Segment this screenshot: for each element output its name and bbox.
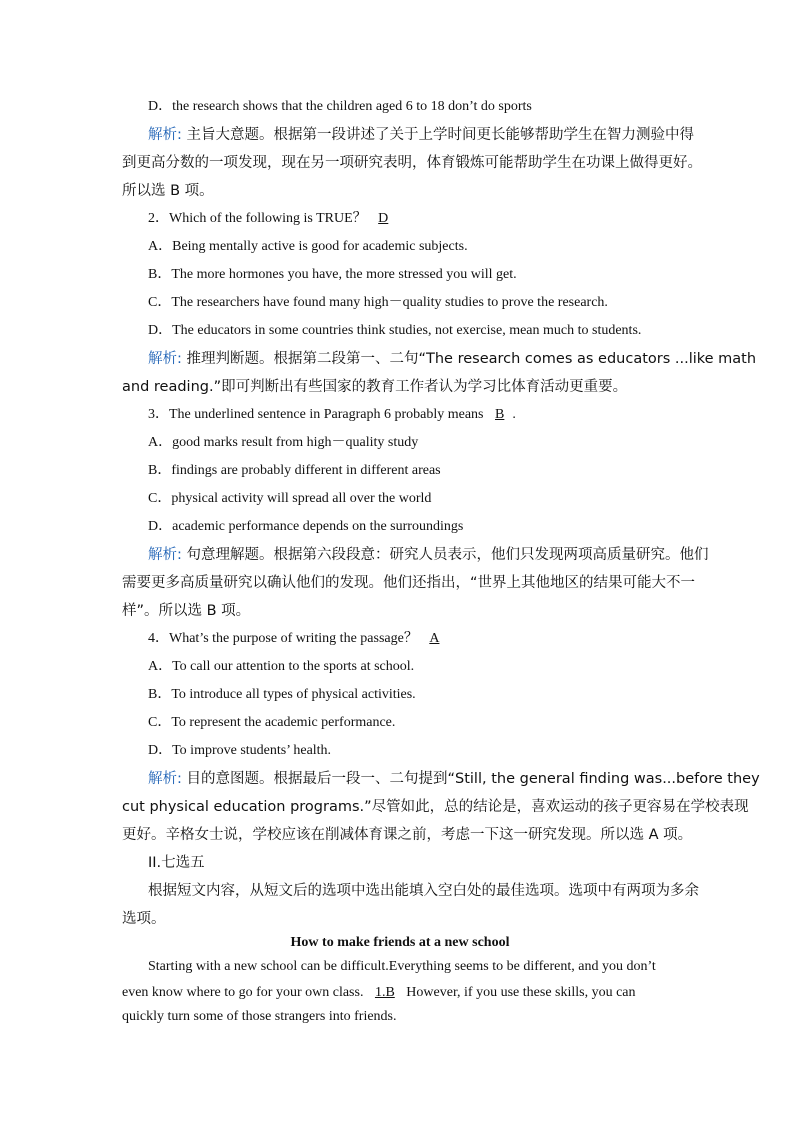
- section-heading: II.七选五: [148, 855, 205, 871]
- q4-option-a: A．To call our attention to the sports at school.: [148, 659, 415, 674]
- q1-analysis: 解析: 主旨大意题。根据第一段讲述了关于上学时间更长能够帮助学生在智力测验中得: [148, 127, 694, 143]
- q4-analysis: 解析: 目的意图题。根据最后一段一、二句提到“Still, the general finding was...before they: [148, 771, 760, 787]
- blank-1-answer: 1.B: [374, 985, 395, 1000]
- q3-option-d: D．academic performance depends on the surroundings: [148, 519, 464, 534]
- analysis-label: 解析:: [148, 351, 182, 367]
- q3-option-a: A．good marks result from high－quality study: [148, 435, 419, 450]
- q2-option-b: B．The more hormones you have, the more stressed you will get.: [148, 267, 517, 282]
- q4-answer: A: [429, 631, 440, 646]
- q4-stem: 4．What’s the purpose of writing the passage？ A: [148, 629, 447, 649]
- q2-stem: 2．Which of the following is TRUE？ D: [148, 209, 396, 229]
- q1-analysis-line-3: 所以选 B 项。: [122, 183, 214, 199]
- section-instruction: 根据短文内容，从短文后的选项中选出能填入空白处的最佳选项。选项中有两项为多余: [148, 883, 699, 899]
- q2-option-a: A．Being mentally active is good for academic subjects.: [148, 239, 468, 254]
- q3-option-b: B．findings are probably different in different areas: [148, 463, 441, 478]
- q1-option-d: D．the research shows that the children aged 6 to 18 don’t do sports: [148, 99, 532, 114]
- q2-option-d: D．The educators in some countries think studies, not exercise, mean much to students.: [148, 323, 642, 338]
- q4-option-b: B．To introduce all types of physical activities.: [148, 687, 416, 702]
- q2-analysis-line-2: and reading.”即可判断出有些国家的教育工作者认为学习比体育活动更重要。: [122, 379, 628, 395]
- analysis-label: 解析:: [148, 547, 182, 563]
- q3-stem: 3．The underlined sentence in Paragraph 6 probably means B .: [148, 407, 516, 422]
- q4-analysis-line-2: cut physical education programs.”尽管如此，总的结论是，喜欢运动的孩子更容易在学校表现: [122, 799, 749, 815]
- passage-line-2: even know where to go for your own class. 1.B However, if you use these skills, you can: [122, 985, 636, 1000]
- q1-analysis-line-2: 到更高分数的一项发现，现在另一项研究表明，体育锻炼可能帮助学生在功课上做得更好。: [122, 155, 702, 171]
- q3-answer: B: [495, 407, 505, 422]
- q3-analysis-line-3: 样”。所以选 B 项。: [122, 603, 251, 619]
- q2-analysis: 解析: 推理判断题。根据第二段第一、二句“The research comes as educators ...like math: [148, 351, 757, 367]
- analysis-label: 解析:: [148, 771, 182, 787]
- q4-option-d: D．To improve students’ health.: [148, 743, 332, 758]
- q2-answer: D: [378, 211, 389, 226]
- q4-option-c: C．To represent the academic performance.: [148, 715, 396, 730]
- analysis-label: 解析:: [148, 127, 182, 143]
- q3-analysis-line-2: 需要更多高质量研究以确认他们的发现。他们还指出，“世界上其他地区的结果可能大不一: [122, 575, 696, 591]
- q3-option-c: C．physical activity will spread all over the world: [148, 491, 432, 506]
- passage-line-1: Starting with a new school can be difficult.Everything seems to be different, and you don’t: [148, 959, 656, 974]
- q2-option-c: C．The researchers have found many high－quality studies to prove the research.: [148, 295, 608, 310]
- passage-title: How to make friends at a new school: [290, 935, 510, 950]
- passage-line-3: quickly turn some of those strangers into friends.: [122, 1009, 397, 1024]
- section-instruction-line-2: 选项。: [122, 911, 166, 927]
- q3-analysis: 解析: 句意理解题。根据第六段段意：研究人员表示，他们只发现两项高质量研究。他们: [148, 547, 709, 563]
- q4-analysis-line-3: 更好。辛格女士说，学校应该在削减体育课之前，考虑一下这一研究发现。所以选 A 项。: [122, 827, 693, 843]
